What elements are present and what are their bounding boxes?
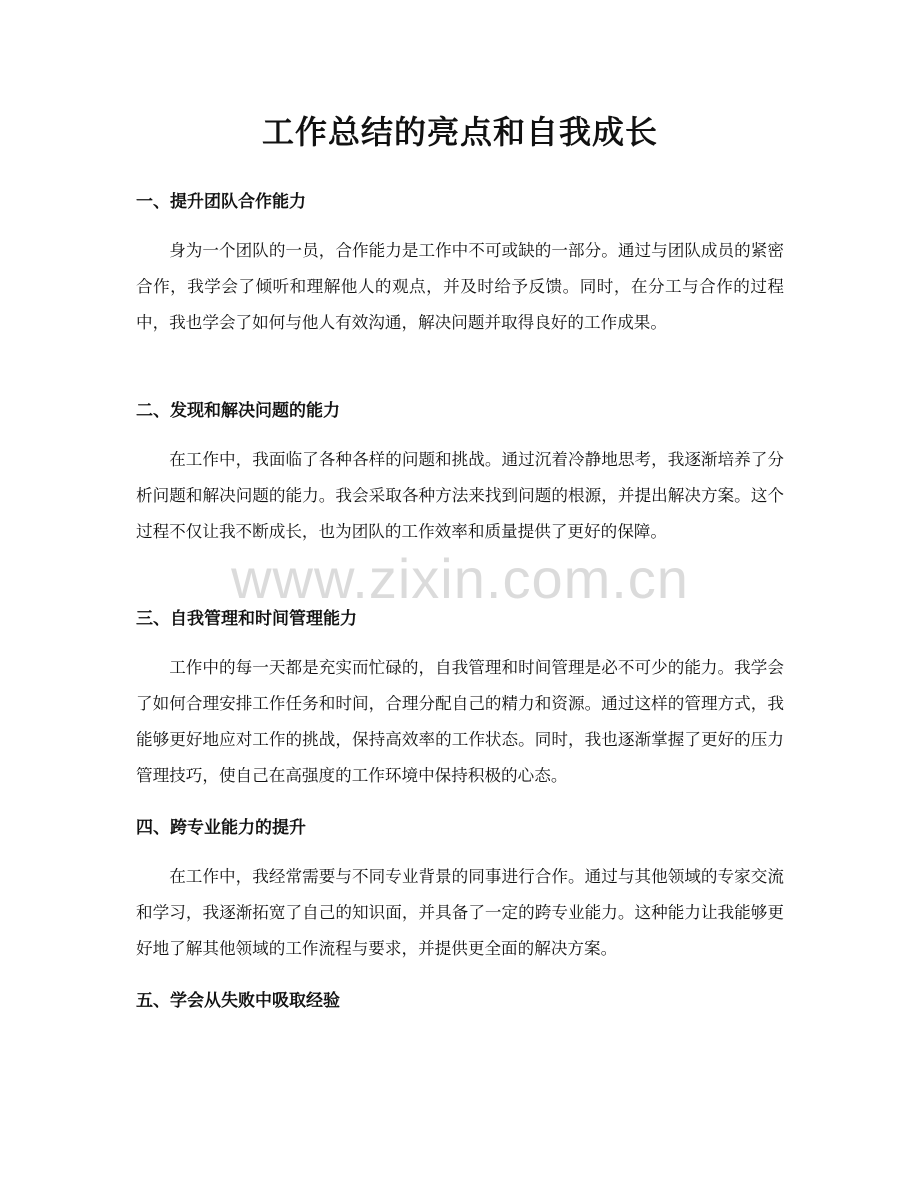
section-heading-5: 五、学会从失败中吸取经验 [136,991,340,1011]
section-heading-4: 四、跨专业能力的提升 [136,818,306,838]
section-paragraph-1: 身为一个团队的一员，合作能力是工作中不可或缺的一部分。通过与团队成员的紧密合作，我学会了倾听和理解他人的观点，并及时给予反馈。同时，在分工与合作的过程中，我也学会了如何与他人有效沟通，解决问题并取得良好的工作成果。 [136,241,784,332]
section-paragraph-3: 工作中的每一天都是充实而忙碌的，自我管理和时间管理是必不可少的能力。我学会了如何合理安排工作任务和时间，合理分配自己的精力和资源。通过这样的管理方式，我能够更好地应对工作的挑战，保持高效率的工作状态。同时，我也逐渐掌握了更好的压力管理技巧，使自己在高强度的工作环境中保持积极的心态。 [136,658,784,785]
watermark: www.zixin.com.cn [231,547,689,610]
document-title: 工作总结的亮点和自我成长 [261,113,658,151]
section-heading-3: 三、自我管理和时间管理能力 [136,609,357,629]
section-paragraph-2: 在工作中，我面临了各种各样的问题和挑战。通过沉着冷静地思考，我逐渐培养了分析问题和解决问题的能力。我会采取各种方法来找到问题的根源，并提出解决方案。这个过程不仅让我不断成长，也为团队的工作效率和质量提供了更好的保障。 [136,450,784,541]
section-heading-2: 二、发现和解决问题的能力 [136,401,340,421]
section-heading-1: 一、提升团队合作能力 [136,192,306,212]
section-paragraph-4: 在工作中，我经常需要与不同专业背景的同事进行合作。通过与其他领域的专家交流和学习，我逐渐拓宽了自己的知识面，并具备了一定的跨专业能力。这种能力让我能够更好地了解其他领域的工作流程与要求，并提供更全面的解决方案。 [136,867,784,958]
